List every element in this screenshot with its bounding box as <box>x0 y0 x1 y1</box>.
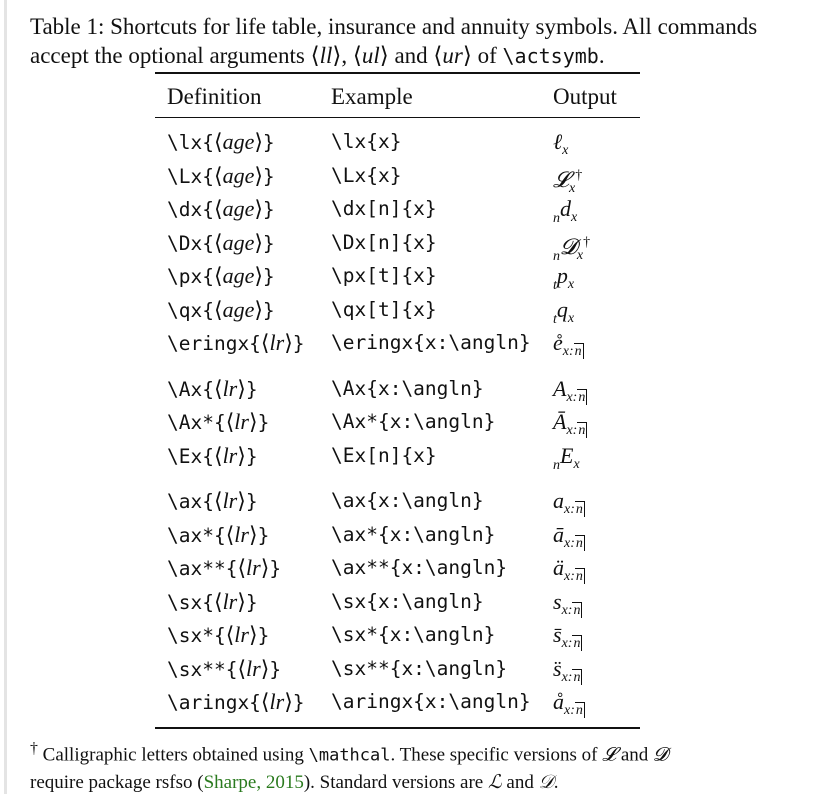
footnote-letter-D-rsfso: 𝓓 <box>653 744 668 766</box>
footnote-text: and <box>616 744 654 766</box>
footnote-letter-L: ℒ <box>487 772 502 794</box>
example-cell: \sx*{x:\angln} <box>331 623 496 646</box>
footnote-mark: † <box>30 740 38 757</box>
table-top-rule <box>155 72 640 74</box>
output-cell: $s̄_{x:n}$ <box>553 622 581 651</box>
caption-arg-ur: ⟨ur⟩ <box>433 43 472 68</box>
footnote-letter-D: 𝒟 <box>538 772 554 794</box>
footnote-text: . <box>553 772 559 794</box>
definition-cell: \sx**{⟨lr⟩} <box>167 655 282 681</box>
table-row <box>0 586 824 618</box>
table-row <box>0 373 824 405</box>
table-row <box>0 519 824 551</box>
citation-link[interactable]: Sharpe, 2015 <box>203 772 304 794</box>
example-cell: \ax{x:\angln} <box>331 489 484 512</box>
output-cell: $_nE_x$ <box>553 442 580 473</box>
table-row <box>0 160 824 196</box>
example-cell: \sx**{x:\angln} <box>331 656 508 680</box>
caption-end: . <box>598 43 605 68</box>
header-output: Output <box>553 84 617 109</box>
example-cell: \Ax*{x:\angln} <box>331 410 496 433</box>
example-cell: \Ax{x:\angln} <box>331 376 484 400</box>
footnote-text: ). Standard versions are <box>303 772 488 794</box>
example-cell: \Ex[n]{x} <box>331 443 437 467</box>
table-row <box>0 552 824 584</box>
output-cell: $å_{x:n}$ <box>553 689 583 718</box>
table-row <box>0 485 824 517</box>
caption-arg-ul: ⟨ul⟩ <box>352 43 389 68</box>
output-cell: ℓ$_x$ <box>553 129 569 158</box>
footnote-letter-L-rsfso: 𝓛 <box>602 744 617 766</box>
footnote-command: \mathcal <box>308 745 391 766</box>
table-caption <box>30 12 800 71</box>
definition-cell: \sx*{⟨lr⟩} <box>167 622 270 647</box>
example-cell: \Dx[n]{x} <box>331 230 437 254</box>
output-cell: $s̈_{x:n}$ <box>553 655 581 685</box>
example-cell: \ax*{x:\angln} <box>331 522 496 546</box>
output-cell: $ä_{x:n}$ <box>553 555 583 584</box>
footnote-text: Calligraphic letters obtained using <box>37 744 309 766</box>
definition-cell: \Ax{⟨lr⟩} <box>167 375 258 401</box>
table-row <box>0 686 824 718</box>
definition-cell: \Dx{⟨age⟩} <box>167 229 275 255</box>
table-row <box>0 653 824 685</box>
caption-command: \actsymb <box>502 44 599 68</box>
caption-sep: , <box>341 43 353 68</box>
definition-cell: \ax{⟨lr⟩} <box>167 488 258 513</box>
definition-cell: \aringx{⟨lr⟩} <box>167 689 305 714</box>
table-row <box>0 227 824 264</box>
example-cell: \sx{x:\angln} <box>331 589 484 613</box>
example-cell: \lx{x} <box>331 130 402 153</box>
example-cell: \Lx{x} <box>331 163 402 187</box>
output-cell: $a_{x:n}$ <box>553 488 583 517</box>
table-row <box>0 126 824 158</box>
definition-cell: \Ax*{⟨lr⟩} <box>167 409 270 434</box>
output-cell: $_tp_x$ <box>553 263 575 293</box>
definition-cell: \eringx{⟨lr⟩} <box>167 330 305 355</box>
table-row <box>0 327 824 359</box>
example-cell: \dx[n]{x} <box>331 197 437 220</box>
output-cell: $_tq_x$ <box>553 296 575 327</box>
caption-of: of <box>471 43 503 68</box>
output-cell: $e̊_{x:n}$ <box>553 330 582 359</box>
example-cell: \ax**{x:\angln} <box>331 556 508 579</box>
footnote <box>30 735 800 797</box>
output-cell: $ā_{x:n}$ <box>553 521 583 551</box>
caption-text: Table 1: Shortcuts for life table, insurance and annuity symbols. All commands accept the optional arguments <box>30 14 758 68</box>
definition-cell: \sx{⟨lr⟩} <box>167 588 258 614</box>
table-bottom-rule <box>155 727 640 729</box>
footnote-text: require package rsfso ( <box>30 772 204 794</box>
output-cell: $_nd_x$ <box>553 196 578 226</box>
output-cell: 𝓛$_x$† <box>553 166 583 196</box>
output-cell: $s_{x:n}$ <box>553 588 581 618</box>
example-cell: \px[t]{x} <box>331 264 437 287</box>
definition-cell: \Ex{⟨lr⟩} <box>167 442 258 468</box>
definition-cell: \ax**{⟨lr⟩} <box>167 555 282 580</box>
caption-sep: and <box>388 43 434 68</box>
table-header-rule <box>155 117 640 118</box>
definition-cell: \ax*{⟨lr⟩} <box>167 521 270 547</box>
output-cell: $Ā_{x:n}$ <box>553 409 586 438</box>
definition-cell: \lx{⟨age⟩} <box>167 129 275 154</box>
header-example: Example <box>331 84 413 109</box>
table-row <box>0 294 824 326</box>
definition-cell: \px{⟨age⟩} <box>167 263 275 288</box>
footnote-text: . These specific versions of <box>390 744 603 766</box>
table-row <box>0 193 824 225</box>
header-definition: Definition <box>167 84 262 109</box>
definition-cell: \qx{⟨age⟩} <box>167 296 275 322</box>
table-row <box>0 619 824 651</box>
definition-cell: \dx{⟨age⟩} <box>167 196 275 221</box>
table-row <box>0 260 824 292</box>
output-cell: $_n$𝓓$_x$† <box>553 233 591 264</box>
output-cell: $A_{x:n}$ <box>553 375 586 405</box>
definition-cell: \Lx{⟨age⟩} <box>167 162 275 188</box>
example-cell: \qx[t]{x} <box>331 297 437 321</box>
table-row <box>0 440 824 472</box>
example-cell: \eringx{x:\angln} <box>331 331 531 354</box>
footnote-text: and <box>501 772 539 794</box>
table-row <box>0 406 824 438</box>
example-cell: \aringx{x:\angln} <box>331 690 531 713</box>
caption-arg-ll: ⟨ll⟩ <box>310 43 342 68</box>
